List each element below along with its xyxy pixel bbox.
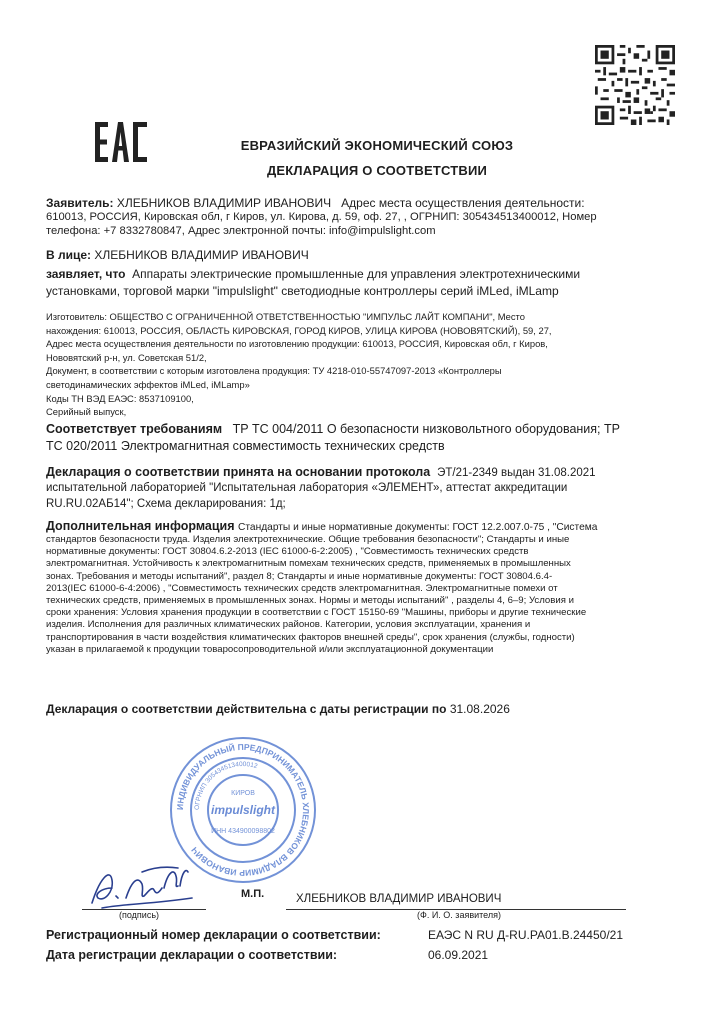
stamp-brand: impulslight <box>211 803 275 817</box>
signer-name-caption: (Ф. И. О. заявителя) <box>417 910 501 920</box>
additional-line: нормативные документы: ГОСТ 30804.6.2-2013 (IEC 61000-6-2:2005) , "Совместимость технических средств <box>46 546 529 558</box>
additional-line: указан в прилагаемой к продукции товаросопроводительной и/или эксплуатационной документации <box>46 643 494 655</box>
additional-line: технических средств, применяемых в промышленных зонах. Нормы и методы испытаний" , разделы 4, 6–9; Условия и <box>46 595 574 607</box>
signature-caption: (подпись) <box>119 910 160 920</box>
applicant-name: ХЛЕБНИКОВ ВЛАДИМИР ИВАНОВИЧ <box>116 196 332 210</box>
manufacturer-line: нахождения: 610013, РОССИЯ, ОБЛАСТЬ КИРОВСКАЯ, ГОРОД КИРОВ, УЛИЦА КИРОВА (НОВОВЯТСКИЙ), 59, 27, <box>46 324 552 336</box>
additional-block <box>46 534 586 656</box>
additional-line: зонах. Требования и методы испытаний", раздел 8; Стандарты и иные нормативные документы: ГОСТ 30804.6.4- <box>46 570 553 582</box>
stamp-inner-text: ОГРНИП 305434513400012 <box>193 760 259 811</box>
stamp-ring-text: ИНДИВИДУАЛЬНЫЙ ПРЕДПРИНИМАТЕЛЬ ХЛЕБНИКОВ ВЛАДИМИР ИВАНОВИЧ <box>174 741 312 879</box>
requirements-line-1 <box>46 420 620 438</box>
protocol-number-date: ЭТ/21-2349 выдан 31.08.2021 <box>437 467 596 479</box>
applicant-line-3: телефона: +7 8332780847, Адрес электронной почты: info@impulslight.com <box>46 225 436 237</box>
person-label: В лице: <box>46 248 92 262</box>
declares-line-2: установками, торговой марки "impulslight" светодиодные контроллеры серий iMLed, iMLamp <box>46 284 559 298</box>
manufacturer-line: Изготовитель: ОБЩЕСТВО С ОГРАНИЧЕННОЙ ОТВЕТСТВЕННОСТЬЮ "ИМПУЛЬС ЛАЙТ КОМПАНИ", Место <box>46 311 525 322</box>
additional-line: сроки хранения: Условия хранения продукции в соответствии с ГОСТ 15150-69 "Машины, приборы и другие технические <box>46 607 587 619</box>
qr-code <box>595 45 675 125</box>
manufacturer-line: Нововятский р-н, ул. Советская 51/2, <box>46 351 207 363</box>
validity-date: 31.08.2026 <box>449 702 510 716</box>
stamp-place-label: М.П. <box>241 888 265 900</box>
additional-line: стандартов безопасности труда. Изделия электротехнические. Общие требования безопасности"; Стандарты и иные <box>46 534 570 545</box>
declares-text-1: Аппараты электрические промышленные для управления электротехническими <box>132 267 581 281</box>
stamp-city: КИРОВ <box>231 790 255 797</box>
manufacturer-line: Серийный выпуск, <box>46 406 127 418</box>
validity-label: Декларация о соответствии действительна с даты регистрации по <box>46 702 447 716</box>
document-title: ДЕКЛАРАЦИЯ О СООТВЕТСТВИИ <box>266 163 488 178</box>
stamp-inn: ИНН 434900098802 <box>211 828 275 835</box>
registration-number-label: Регистрационный номер декларации о соответствии: <box>46 928 381 942</box>
manufacturer-line: Документ, в соответствии с которым изготовлена продукция: ТУ 4218-010-55747097-2013 «Контроллеры <box>46 365 502 377</box>
applicant-line-2: 610013, РОССИЯ, Кировская обл, г Киров, ул. Кирова, д. 59, оф. 27, , ОГРНИП: 305434513400012, Номер <box>46 211 597 223</box>
manufacturer-line: светодинамических эффектов iMLed, iMLamp» <box>46 378 250 390</box>
person-name: ХЛЕБНИКОВ ВЛАДИМИР ИВАНОВИЧ <box>94 248 309 262</box>
registration-number: ЕАЭС N RU Д-RU.PA01.B.24450/21 <box>428 928 624 942</box>
validity-line <box>46 702 510 716</box>
additional-label: Дополнительная информация <box>46 519 235 533</box>
applicant-line-1 <box>46 195 585 211</box>
additional-text-1: Стандарты и иные нормативные документы: ГОСТ 12.2.007.0-75 , "Система <box>238 522 598 533</box>
additional-line: изделия. Исполнения для различных климатических районов. Категории, условия эксплуатации, хранения и <box>46 619 531 631</box>
registration-date: 06.09.2021 <box>428 948 489 962</box>
protocol-line-1 <box>46 463 596 482</box>
applicant-label: Заявитель: <box>46 196 114 210</box>
manufacturer-block <box>46 310 686 419</box>
applicant-address-label: Адрес места осуществления деятельности: <box>341 196 585 210</box>
declares-label: заявляет, что <box>46 267 126 281</box>
protocol-label: Декларация о соответствии принята на основании протокола <box>46 465 431 479</box>
protocol-line-2: испытательной лабораторией "Испытательная лаборатория «ЭЛЕМЕНТ», аттестат аккредитации <box>46 482 568 494</box>
protocol-line-3: RU.RU.02АБ14"; Схема декларирования: 1д; <box>46 498 286 510</box>
signer-name: ХЛЕБНИКОВ ВЛАДИМИР ИВАНОВИЧ <box>296 893 502 905</box>
additional-line: транспортирования в части воздействия климатических факторов внешней среды", срок хранения (службы, годности) <box>46 631 575 643</box>
manufacturer-line: Коды ТН ВЭД ЕАЭС: 8537109100, <box>46 392 194 404</box>
requirements-line-2: ТС 020/2011 Электромагнитная совместимость технических средств <box>46 439 445 453</box>
registration-date-label: Дата регистрации декларации о соответствии: <box>46 948 338 962</box>
requirements-label: Соответствует требованиям <box>46 422 223 436</box>
person-line <box>46 247 309 263</box>
requirements-text-1: ТР ТС 004/2011 О безопасности низковольтного оборудования; ТР <box>232 422 620 436</box>
manufacturer-line: Адрес места осуществления деятельности по изготовлению продукции: 610013, РОССИЯ, Кировская обл, г Киров, <box>46 338 548 350</box>
declares-line-1 <box>46 266 580 282</box>
handwritten-signature <box>82 858 202 913</box>
union-title: ЕВРАЗИЙСКИЙ ЭКОНОМИЧЕСКИЙ СОЮЗ <box>240 138 514 153</box>
additional-line: 2013(IEC 61000-6-4:2006) , "Совместимость технических средств электромагнитная. Электромагнитные помехи от <box>46 582 558 594</box>
additional-line: электромагнитная. Устойчивость к электромагнитным помехам технических средств, применяемых в промышленных <box>46 558 571 570</box>
